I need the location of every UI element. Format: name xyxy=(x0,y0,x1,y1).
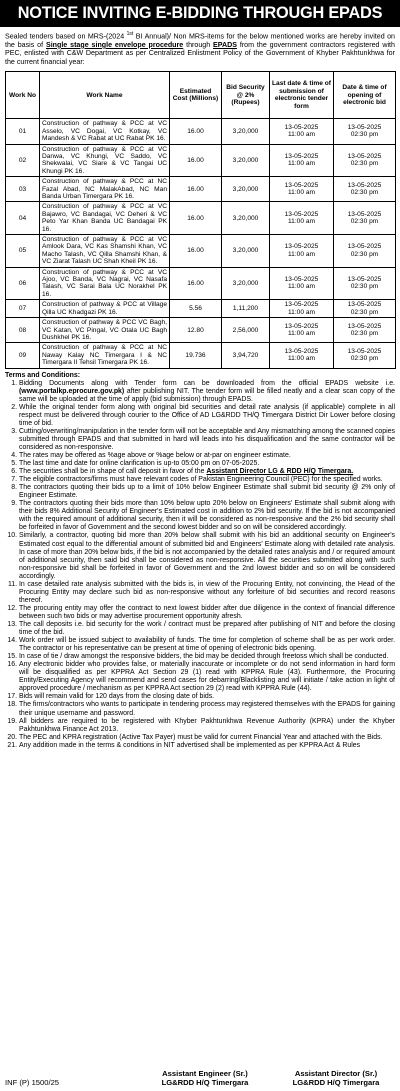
cell-submission: 13-05-2025 11:00 am xyxy=(270,119,334,144)
cell-security: 3,20,000 xyxy=(222,267,270,300)
cell-opening: 13-05-2025 02:30 pm xyxy=(334,267,396,300)
terms-section xyxy=(0,372,400,750)
cell-submission: 13-05-2025 11:00 am xyxy=(270,235,334,268)
works-table xyxy=(5,71,396,368)
cell-opening: 13-05-2025 02:30 pm xyxy=(334,144,396,177)
table-header-row xyxy=(6,72,396,119)
intro-paragraph: Sealed tenders based on MRS-(2024 $^{1st}$ BI Annual)/ Non MRS-items for the below mentioned works are hereby invited on the basis of Single stage single envelope procedure through EPADS from the government contractors registered with PEC, enlisted with C&W Department as per Centralized Enlistment Policy of the Government of Khyber Pakhtunkhwa for the current financial year: xyxy=(5,31,396,66)
cell-cost: 16.00 xyxy=(170,202,222,235)
inf-reference: INF (P) 1500/25 xyxy=(5,1078,60,1087)
table-row xyxy=(6,144,396,177)
terms-item: 3. Cutting/overwriting/manipulation in the tender form will not be acceptable and Any mismatching among the scanned copies submitted through EPADS and that submitted in hard will leads into his disqualification and the same contractor will be considered as non-responsive. xyxy=(19,428,395,452)
cell-submission: 13-05-2025 11:00 am xyxy=(270,343,334,368)
cell-security: 2,56,000 xyxy=(222,318,270,343)
cell-work-name: Construction of pathway & PCC at VC Asselo, VC Dogai, VC Kotkay, VC Mandesh & VC Rabat at UC Rabat PK 16. xyxy=(40,119,170,144)
cell-opening: 13-05-2025 02:30 pm xyxy=(334,235,396,268)
terms-item: 15. In case of tie / draw amongst the responsive bidders, the bid may be decided through freetoss which shall be conducted. xyxy=(19,653,395,661)
table-row xyxy=(6,235,396,268)
header-opening: Date & time of opening of electronic bid xyxy=(334,72,396,119)
header-security: Bid Security @ 2% (Rupees) xyxy=(222,72,270,119)
cell-opening: 13-05-2025 02:30 pm xyxy=(334,343,396,368)
terms-item: 21. Any addition made in the terms & conditions in NIT advertised shall be implemented as per KPPRA Act & Rules xyxy=(19,742,395,750)
terms-item: 7. The eligible contractors/firms must have relevant codes of Pakistan Engineering Council (PEC) for the specified works. xyxy=(19,476,395,484)
terms-item: 6. The securities shall be in shape of call deposit in favor of the Assistant Director LG & RDD H/Q Timergara. xyxy=(19,468,395,476)
cell-work-name: Construction of pathway & PCC VC Bagh, VC Katan, VC Pingal, VC Otala UC Bagh Dushkhel PK 16. xyxy=(40,318,170,343)
header-work-name: Work Name xyxy=(40,72,170,119)
cell-submission: 13-05-2025 11:00 am xyxy=(270,144,334,177)
cell-work-no: 07 xyxy=(6,300,40,318)
cell-opening: 13-05-2025 02:30 pm xyxy=(334,177,396,202)
terms-item: 5. The last time and date for online clarification is up-to 05:00 pm on 07-05-2025. xyxy=(19,460,395,468)
cell-work-no: 02 xyxy=(6,144,40,177)
header-cost: Estimated Cost (Millions) xyxy=(170,72,222,119)
cell-security: 3,20,000 xyxy=(222,177,270,202)
header-work-no: Work No xyxy=(6,72,40,119)
cell-submission: 13-05-2025 11:00 am xyxy=(270,300,334,318)
terms-item: 13. The call deposits i.e. bid security for the work / contract must be prepared after publishing of NIT and before the closing time of the bid. xyxy=(19,621,395,637)
cell-cost: 5.56 xyxy=(170,300,222,318)
table-row xyxy=(6,202,396,235)
terms-item: 14. Work order will be issued subject to availability of funds. The time for completion of scheme shall be as per work order. The contractor or his representative can be present at time of opening of electronic bids opening. xyxy=(19,637,395,653)
terms-item: 11. In case detailed rate analysis submitted with the bids is, in view of the Procuring Entity, not convincing, the Head of the Procuring Entity may declare such bid as non-responsive without any forfeiture of bid securities and record reasons thereof. xyxy=(19,581,395,605)
cell-submission: 13-05-2025 11:00 am xyxy=(270,318,334,343)
cell-submission: 13-05-2025 11:00 am xyxy=(270,267,334,300)
notice-title: NOTICE INVITING E-BIDDING THROUGH EPADS xyxy=(0,0,400,27)
cell-security: 3,94,720 xyxy=(222,343,270,368)
cell-work-name: Construction of pathway & PCC at VC Amlook Dara, VC Kas Shamshi Khan, VC Macho Talash, VC Qilla Shamshi Khan, & VC Ziarat Talash UC Shah Kheil PK 16. xyxy=(40,235,170,268)
terms-item: 20. The PEC and KPRA registration (Active Tax Payer) must be valid for current Financial Year and attached with the Bids. xyxy=(19,734,395,742)
terms-item: 17. Bids will remain valid for 120 days from the closing date of bids. xyxy=(19,693,395,701)
terms-item: 2. While the original tender form along with original bid securities and detail rate analysis (if applicable) complete in all respect must be delivered through courier to the Office of AD LG&RDD TH/Q Timergara District Dir Lower before closing time of bid. xyxy=(19,404,395,428)
cell-work-name: Construction of pathway & PCC at Village Qilla UC Khadgazi PK 16. xyxy=(40,300,170,318)
table-row xyxy=(6,318,396,343)
terms-item: 1. Bidding Documents along with Tender form can be downloaded from the official EPADS website i.e. (www.portalkp.eprocure.gov.pk) after publishing NIT. The tender form will be filled neatly and a clear scan copy of the same will be uploaded at the time of apply (bid submission) through EPADS. xyxy=(19,380,395,404)
terms-item: 10. Similarly, a contractor, quoting bid more than 20% below shall submit with his bid an additional security on Engineer's Estimated cost equal to the differential amount of submitted bid and Engineers' Estimate along with detailed rate analysis. In case of more than 20% below bids, if the bid is not accompanied by the detailed rates analysis and / or required amount of additional security, then said bid shall be considered as non-responsive. All the securities submitted along with such non-responsive bid shall be forfeited in favor of Government and the 2nd lowest bidder and so on will be considered accordingly. xyxy=(19,532,395,580)
cell-work-name: Construction of pathway & PCC at VC Danwa, VC Khungi, VC Saddo, VC Shekwalai, VC Siare & VC Tangai UC Khungi PK 16. xyxy=(40,144,170,177)
cell-opening: 13-05-2025 02:30 pm xyxy=(334,119,396,144)
cell-work-no: 03 xyxy=(6,177,40,202)
terms-item: 16. Any electronic bidder who provides false, or materially inaccurate or incomplete or do not send information in hard form will be disqualified as per KPPRA Act Section 29 (1) read with KPPRA Rule (43). Furthermore, the Procuring Entity/Executing Agency will recommend and send cases for debarring/Blacklisting and will initiate / take action in light of approved procedure / mechanism as per KPPRA Act section 29 (2) read with KPPRA Rule (44). xyxy=(19,661,395,693)
cell-work-no: 04 xyxy=(6,202,40,235)
cell-security: 3,20,000 xyxy=(222,119,270,144)
terms-item: 8. The contractors quoting their bids up to a limit of 10% below Engineer Estimate shall submit bid security @ 2% only of Engineer Estimate. xyxy=(19,484,395,500)
cell-submission: 13-05-2025 11:00 am xyxy=(270,177,334,202)
cell-work-name: Construction of pathway & PCC at VC Bajawro, VC Bandagai, VC Deheri & VC Peto Yar Khan Banda UC Bandagai PK 16. xyxy=(40,202,170,235)
table-row xyxy=(6,343,396,368)
table-row xyxy=(6,177,396,202)
cell-work-no: 05 xyxy=(6,235,40,268)
cell-cost: 16.00 xyxy=(170,144,222,177)
cell-work-name: Construction of pathway & PCC at NC Fazal Abad, NC MalakAbad, NC Man Banda Urban Timergara PK 16. xyxy=(40,177,170,202)
cell-cost: 16.00 xyxy=(170,267,222,300)
cell-work-no: 09 xyxy=(6,343,40,368)
cell-cost: 16.00 xyxy=(170,177,222,202)
cell-submission: 13-05-2025 11:00 am xyxy=(270,202,334,235)
cell-security: 3,20,000 xyxy=(222,235,270,268)
cell-cost: 19.736 xyxy=(170,343,222,368)
terms-item: 9. The contractors quoting their bids more than 10% below upto 20% below on Engineers' Estimate shall submit along with their bids 8% Additional Security of Engineer's Estimated cost in addition to 2% bid security. If the bid is not accompanied with the required amount of additional security, then it will be considered as non-responsive and the 2% bid security shall be forfeited in favor of Government and the second lowest bidder and so on will be considered accordingly. xyxy=(19,500,395,532)
cell-security: 1,11,200 xyxy=(222,300,270,318)
cell-work-no: 06 xyxy=(6,267,40,300)
cell-opening: 13-05-2025 02:30 pm xyxy=(334,202,396,235)
cell-security: 3,20,000 xyxy=(222,144,270,177)
terms-item: 12. The procuring entity may offer the contract to next lowest bidder after due diligence in the context of financial difference between such two bids or may advertise procurement opportunity afresh. xyxy=(19,605,395,621)
cell-cost: 16.00 xyxy=(170,119,222,144)
cell-cost: 12.80 xyxy=(170,318,222,343)
terms-heading: Terms and Conditions: xyxy=(5,371,81,379)
cell-opening: 13-05-2025 02:30 pm xyxy=(334,300,396,318)
cell-work-no: 08 xyxy=(6,318,40,343)
cell-opening: 13-05-2025 02:30 pm xyxy=(334,318,396,343)
terms-list xyxy=(5,380,395,750)
terms-item: 18. The firms/contractors who wants to participate in tendering process may registered themselves with the EPADS for gaining their unique username and password. xyxy=(19,701,395,717)
table-row xyxy=(6,267,396,300)
table-row xyxy=(6,119,396,144)
terms-item: 19. All bidders are required to be registered with Khyber Pakhtunkhwa Revenue Authority (KPRA) under the Khyber Pakhtunkhwa Finance Act 2013. xyxy=(19,718,395,734)
cell-work-name: Construction of pathway & PCC at NC Naway Kalay NC Timergara I & NC Timergara II Tehsil Timergara PK 16. xyxy=(40,343,170,368)
cell-work-no: 01 xyxy=(6,119,40,144)
cell-work-name: Construction of pathway & PCC at VC Ajoo, VC Banda, VC Nagrai, VC Nasafa Talash, VC Sarai Bala UC Norakhel PK 16. xyxy=(40,267,170,300)
procedure-text: Single stage single envelope procedure xyxy=(45,40,184,49)
terms-item: 4. The rates may be offered as %age above or %age below or at-par on engineer estimate. xyxy=(19,452,395,460)
cell-security: 3,20,000 xyxy=(222,202,270,235)
epads-text: EPADS xyxy=(213,40,237,49)
table-row xyxy=(6,300,396,318)
cell-cost: 16.00 xyxy=(170,235,222,268)
signatory-director: Assistant Director (Sr.) LG&RDD H/Q Timergara xyxy=(292,1069,380,1087)
header-submission: Last date & time of submission of electronic tender form xyxy=(270,72,334,119)
signatory-engineer: Assistant Engineer (Sr.) LG&RDD H/Q Timergara xyxy=(161,1069,249,1087)
